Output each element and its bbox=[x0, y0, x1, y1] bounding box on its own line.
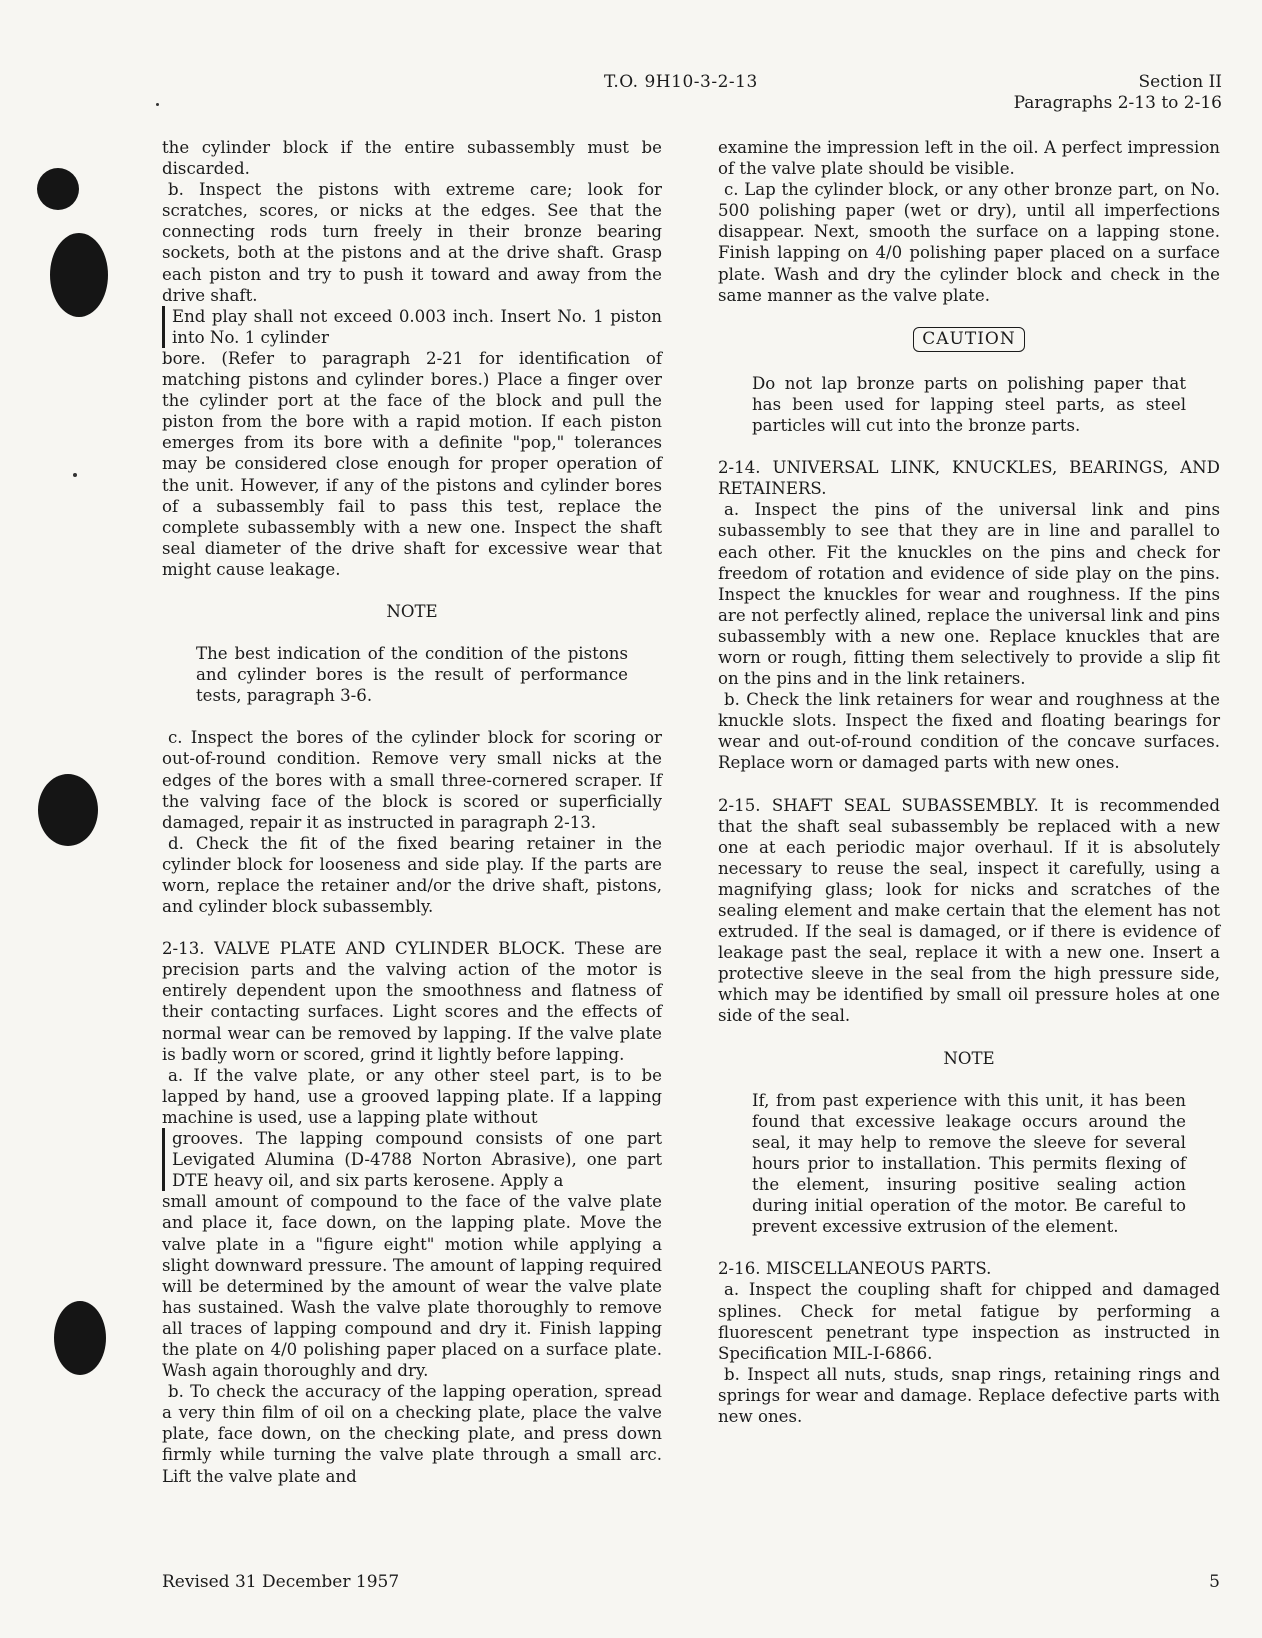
caution-body: Do not lap bronze parts on polishing paper that has been used for lapping steel parts, as steel particles will cut into the bronze parts. bbox=[752, 373, 1186, 436]
page-number: 5 bbox=[1209, 1572, 1220, 1592]
paragraph-a-lapping-continued: small amount of compound to the face of the valve plate and place it, face down, on the lapping plate. Move the valve plate in a "figure eight" motion while applying a slight downward pressure. The amount of lapping required will be determined by the amount of wear the valve plate has sustained. Wash the valve plate thoroughly to remove all traces of lapping compound and dry it. Finish lapping the plate on 4/0 polishing paper placed on a surface plate. Wash again thoroughly and dry. bbox=[162, 1192, 662, 1381]
paragraph-2-16-a: a. Inspect the coupling shaft for chipped and damaged splines. Check for metal fatigue by performing a fluorescent penetrant type inspection as instructed in Specification MIL-I-6866. bbox=[718, 1280, 1220, 1363]
section-label: Section II bbox=[1138, 72, 1222, 92]
paragraph-b-pistons-continued: bore. (Refer to paragraph 2-21 for identification of matching pistons and cylinder bores.) Place a finger over the cylinder port at the face of the block and pull the piston from the bore with a rapid motion. If each piston emerges from its bore with a definite "pop," tolerances may be considered close enough for proper operation of the unit. However, if any of the pistons and cylinder bores of a subassembly fail to pass this test, replace the complete subassembly with a new one. Inspect the shaft seal diameter of the drive shaft for excessive wear that might cause leakage. bbox=[162, 348, 662, 579]
paragraph-d-bearing-retainer: d. Check the fit of the fixed bearing retainer in the cylinder block for looseness and side play. If the parts are worn, replace the retainer and/or the drive shaft, pistons, and cylinder block subassembly. bbox=[162, 833, 662, 917]
caution-heading: CAUTION bbox=[913, 327, 1024, 352]
section-2-15-shaft-seal: 2-15. SHAFT SEAL SUBASSEMBLY. It is recommended that the shaft seal subassembly be replaced with a new one at each periodic major overhaul. If it is absolutely necessary to reuse the seal, inspect it carefully, using a magnifying glass; look for nicks and scratches of the sealing element and make certain that the element has not extruded. If the seal is damaged, or if there is evidence of leakage past the seal, replace it with a new one. Insert a protective sleeve in the seal from the high pressure side, which may be identified by small oil pressure holes at one side of the seal. bbox=[718, 795, 1220, 1026]
scan-speck bbox=[73, 473, 77, 477]
paragraph-c-lap-cylinder: c. Lap the cylinder block, or any other bronze part, on No. 500 polishing paper (wet or dry), until all imperfections disappear. Next, smooth the surface on a lapping stone. Finish lapping on 4/0 polishing paper placed on a surface plate. Wash and dry the cylinder block and check in the same manner as the valve plate. bbox=[718, 180, 1220, 305]
paragraph-2-16-b: b. Inspect all nuts, studs, snap rings, retaining rings and springs for wear and damage. Replace defective parts with new ones. bbox=[718, 1364, 1220, 1426]
note-heading: NOTE bbox=[386, 601, 438, 621]
paragraph-a-lapping: a. If the valve plate, or any other steel part, is to be lapped by hand, use a grooved lapping plate. If a lapping machine is used, use a lapping plate without bbox=[162, 1065, 662, 1127]
section-2-14-heading: 2-14. UNIVERSAL LINK, KNUCKLES, BEARINGS, AND RETAINERS. bbox=[718, 458, 1220, 499]
paragraph-2-14-b: b. Check the link retainers for wear and roughness at the knuckle slots. Inspect the fixed and floating bearings for wear and out-of-round condition of the concave surfaces. Replace worn or damaged parts with new ones. bbox=[718, 690, 1220, 773]
revised-text-lapping-compound: grooves. The lapping compound consists of one part Levigated Alumina (D-4788 Norton Abrasive), one part DTE heavy oil, and six parts kerosene. Apply a bbox=[162, 1128, 662, 1191]
document-number: T.O. 9H10-3-2-13 bbox=[604, 72, 758, 92]
paragraph-2-14-a: a. Inspect the pins of the universal link and pins subassembly to see that they are in line and parallel to each other. Fit the knuckles on the pins and check for freedom of rotation and evidence of side play on the pins. Inspect the knuckles for wear and roughness. If the pins are not perfectly alined, replace the universal link and pins subassembly with a new one. Replace knuckles that are worn or rough, fitting them selectively to provide a slip fit on the pins and in the link retainers. bbox=[718, 500, 1220, 689]
paragraph-continued-impression: examine the impression left in the oil. A perfect impression of the valve plate should be visible. bbox=[718, 138, 1220, 179]
paragraph-continued: the cylinder block if the entire subassembly must be discarded. bbox=[162, 138, 662, 179]
paragraph-b-checking: b. To check the accuracy of the lapping operation, spread a very thin film of oil on a checking plate, place the valve plate, face down, on the checking plate, and press down firmly while turning the valve plate through a small arc. Lift the valve plate and bbox=[162, 1382, 662, 1486]
punch-hole-upper bbox=[50, 233, 108, 317]
note-body-pistons: The best indication of the condition of the pistons and cylinder bores is the result of performance tests, paragraph 3-6. bbox=[196, 644, 628, 706]
note-body-seal: If, from past experience with this unit, it has been found that excessive leakage occurs around the seal, it may help to remove the sleeve for several hours prior to installation. This permits flexing of the element, insuring positive sealing action during initial operation of the motor. Be careful to prevent excessive extrusion of the element. bbox=[752, 1090, 1186, 1237]
punch-hole-top bbox=[37, 168, 79, 210]
right-column bbox=[718, 137, 1220, 1427]
note-heading: NOTE bbox=[943, 1048, 995, 1068]
section-2-13-valve-plate: 2-13. VALVE PLATE AND CYLINDER BLOCK. These are precision parts and the valving action of the motor is entirely dependent upon the smoothness and flatness of their contacting surfaces. Light scores and the effects of normal wear can be removed by lapping. If the valve plate is badly worn or scored, grind it lightly before lapping. bbox=[162, 939, 662, 1064]
punch-hole-middle bbox=[38, 774, 98, 846]
paragraph-range: Paragraphs 2-13 to 2-16 bbox=[1013, 93, 1222, 113]
scan-speck bbox=[156, 103, 159, 106]
revised-text-end-play: End play shall not exceed 0.003 inch. Insert No. 1 piston into No. 1 cylinder bbox=[162, 306, 662, 348]
paragraph-b-pistons: b. Inspect the pistons with extreme care; look for scratches, scores, or nicks at the edges. See that the connecting rods turn freely in their bronze bearing sockets, both at the pistons and at the drive shaft. Grasp each piston and try to push it toward and away from the drive shaft. bbox=[162, 180, 662, 305]
section-2-16-heading: 2-16. MISCELLANEOUS PARTS. bbox=[718, 1259, 992, 1279]
paragraph-c-bores: c. Inspect the bores of the cylinder block for scoring or out-of-round condition. Remove very small nicks at the edges of the bores with a small three-cornered scraper. If the valving face of the block is scored or superficially damaged, repair it as instructed in paragraph 2-13. bbox=[162, 728, 662, 832]
page-header-right bbox=[1014, 72, 1222, 114]
revision-date: Revised 31 December 1957 bbox=[162, 1572, 400, 1592]
punch-hole-lower bbox=[54, 1301, 106, 1375]
left-column bbox=[162, 137, 662, 1487]
